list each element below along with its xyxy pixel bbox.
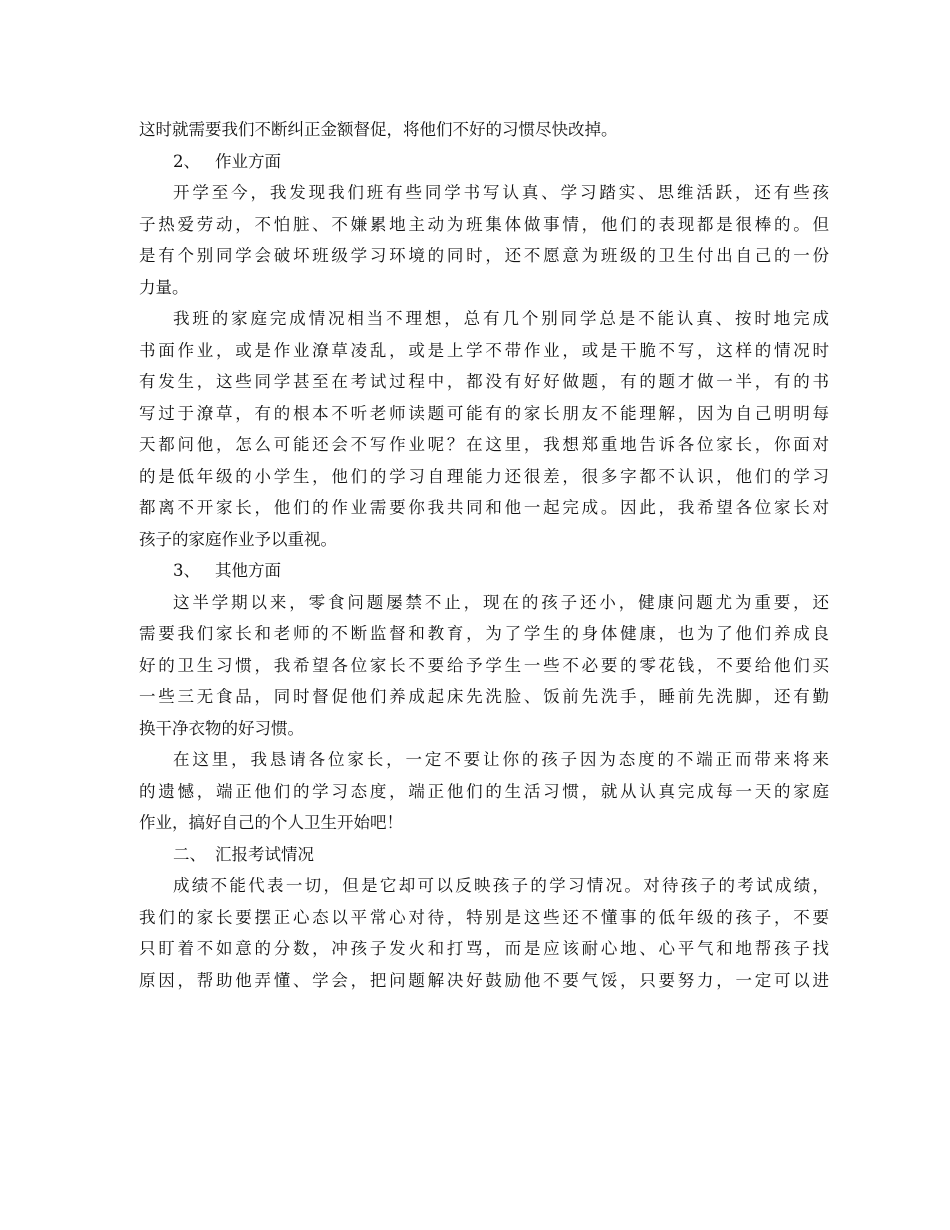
paragraph-first-line: 这半学期以来，零食问题屡禁不止，现在的孩子还小，健康问题尤为重要，还 [173,592,829,612]
section-number: 3、 [173,561,200,580]
paragraph-line: 孩子的家庭作业予以重视。 [139,529,337,549]
paragraph-line: 原因，帮助他弄懂、学会，把问题解决好鼓励他不要气馁，只要努力，一定可以进 [139,970,829,990]
paragraph-line: 这时就需要我们不断纠正金额督促，将他们不好的习惯尽快改掉。 [139,120,618,139]
paragraph-line: 有发生，这些同学甚至在考试过程中，都没有好好做题，有的题才做一半，有的书 [139,372,829,391]
section-number: 2、 [173,151,200,171]
paragraph-line: 的遗憾，端正他们的学习态度，端正他们的生活习惯，就从认真完成每一天的家庭 [139,781,829,801]
paragraph-line: 我们的家长要摆正心态以平常心对待，特别是这些还不懂事的低年级的孩子，不要 [139,907,829,927]
section-number: 二、 [173,844,206,864]
paragraph-line: 是有个别同学会破坏班级学习环境的同时，还不愿意为班级的卫生付出自己的一份 [139,246,829,265]
paragraph-first-line: 在这里，我恳请各位家长，一定不要让你的孩子因为态度的不端正而带来将来 [173,750,829,769]
paragraph-line: 力量。 [139,277,189,297]
document-body [139,114,829,996]
section-heading [139,555,829,587]
paragraph-line: 好的卫生习惯，我希望各位家长不要给予学生一些不必要的零花钱，不要给他们买 [139,655,829,675]
paragraph-line: 子热爱劳动，不怕脏、不嫌累地主动为班集体做事情，他们的表现都是很棒的。但 [139,214,829,234]
paragraph-first-line: 我班的家庭完成情况相当不理想，总有几个别同学总是不能认真、按时地完成 [173,309,829,328]
paragraph-line: 天都问他，怎么可能还会不写作业呢？在这里，我想郑重地告诉各位家长，你面对 [139,435,829,454]
paragraph-line: 作业，搞好自己的个人卫生开始吧！ [139,813,403,832]
paragraph-line: 只盯着不如意的分数，冲孩子发火和打骂，而是应该耐心地、心平气和地帮孩子找 [139,939,829,958]
paragraph-line: 一些三无食品，同时督促他们养成起床先洗脸、饭前先洗手，睡前先洗脚，还有勤 [139,687,829,706]
paragraph-first-line: 开学至今，我发现我们班有些同学书写认真、学习踏实、思维活跃，还有些孩 [173,183,829,202]
section-title: 汇报考试情况 [215,844,314,864]
paragraph-line: 需要我们家长和老师的不断监督和教育，为了学生的身体健康，也为了他们养成良 [139,624,829,643]
paragraph-line: 都离不开家长，他们的作业需要你我共同和他一起完成。因此，我希望各位家长对 [139,498,829,517]
paragraph-line: 写过于潦草，有的根本不听老师读题可能有的家长朋友不能理解，因为自己明明每 [139,403,829,423]
paragraph-line: 书面作业，或是作业潦草凌乱，或是上学不带作业，或是干脆不写，这样的情况时 [139,340,829,360]
section-title: 作业方面 [215,151,281,171]
section-heading [139,146,829,178]
section-title: 其他方面 [215,561,281,580]
paragraph-line: 的是低年级的小学生，他们的学习自理能力还很差，很多字都不认识，他们的学习 [139,466,829,486]
paragraph-line: 换干净衣物的好习惯。 [139,718,304,738]
section-heading [139,839,829,871]
paragraph-first-line: 成绩不能代表一切，但是它却可以反映孩子的学习情况。对待孩子的考试成绩， [173,876,829,895]
